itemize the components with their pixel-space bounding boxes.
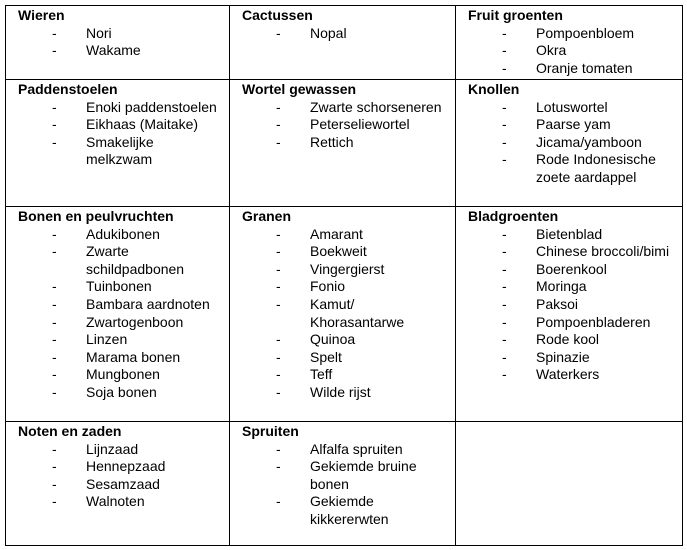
list-item: - Paarse yam [468,116,676,134]
item-list [18,99,223,169]
category-title: Knollen [468,81,520,97]
list-item: - Gekiemde bruine bonen [242,458,449,493]
item-list [242,441,449,529]
list-item: - Rettich [242,134,449,152]
category-title: Granen [242,208,292,224]
category-title: Bladgroenten [468,208,559,224]
item-list [242,226,449,402]
item-list [18,226,223,402]
list-item: - Hennepzaad [18,458,223,476]
table-row [6,6,683,80]
food-category-table [5,5,683,546]
list-item: - Kamut/ Khorasantarwe [242,296,449,331]
list-item: - Tuinbonen [18,278,223,296]
category-title: Wortel gewassen [242,81,357,97]
list-item: - Pompoenbloem [468,25,676,43]
category-cell [230,207,456,422]
category-cell [6,80,230,207]
list-item: - Bambara aardnoten [18,296,223,314]
list-item: - Vingergierst [242,261,449,279]
category-cell [456,6,683,80]
list-item: - Rode kool [468,331,676,349]
list-item: - Lijnzaad [18,441,223,459]
category-title: Wieren [18,7,65,23]
category-cell [456,207,683,422]
category-cell [230,80,456,207]
list-item: - Pompoenbladeren [468,314,676,332]
list-item: - Nopal [242,25,449,43]
list-item: - Zwartogenboon [18,314,223,332]
list-item: - Zwarte schorseneren [242,99,449,117]
list-item: - Quinoa [242,331,449,349]
list-item: - Boerenkool [468,261,676,279]
list-item: - Spinazie [468,349,676,367]
list-item: - Jicama/yamboon [468,134,676,152]
category-cell [6,6,230,80]
list-item: - Adukibonen [18,226,223,244]
empty-cell [456,422,683,546]
table-row [6,80,683,207]
category-title: Cactussen [242,7,313,23]
category-title: Paddenstoelen [18,81,118,97]
list-item: - Rode Indonesische zoete aardappel [468,151,676,186]
list-item: - Smakelijke melkzwam [18,134,223,169]
list-item: - Alfalfa spruiten [242,441,449,459]
list-item: - Sesamzaad [18,476,223,494]
list-item: - Peterseliewortel [242,116,449,134]
category-cell [230,6,456,80]
list-item: - Waterkers [468,366,676,384]
list-item: - Lotuswortel [468,99,676,117]
category-title: Fruit groenten [468,7,563,23]
list-item: - Chinese broccoli/bimi [468,243,676,261]
table-row [6,207,683,422]
list-item: - Marama bonen [18,349,223,367]
list-item: - Okra [468,42,676,60]
list-item: - Nori [18,25,223,43]
item-list [18,441,223,511]
item-list [18,25,223,60]
item-list [468,226,676,384]
list-item: - Bietenblad [468,226,676,244]
list-item: - Boekweit [242,243,449,261]
list-item: - Soja bonen [18,384,223,402]
table-row [6,422,683,546]
list-item: - Spelt [242,349,449,367]
item-list [242,25,449,43]
list-item: - Gekiemde kikkererwten [242,493,449,528]
list-item: - Moringa [468,278,676,296]
list-item: - Eikhaas (Maitake) [18,116,223,134]
item-list [468,25,676,78]
category-title: Spruiten [242,423,299,439]
list-item: - Walnoten [18,493,223,511]
list-item: - Zwarte schildpadbonen [18,243,223,278]
item-list [242,99,449,152]
category-title: Noten en zaden [18,423,122,439]
list-item: - Wakame [18,42,223,60]
list-item: - Enoki paddenstoelen [18,99,223,117]
item-list [468,99,676,187]
category-title: Bonen en peulvruchten [18,208,174,224]
category-cell [6,422,230,546]
list-item: - Linzen [18,331,223,349]
list-item: - Oranje tomaten [468,60,676,78]
list-item: - Teff [242,366,449,384]
category-cell [230,422,456,546]
list-item: - Wilde rijst [242,384,449,402]
list-item: - Paksoi [468,296,676,314]
list-item: - Amarant [242,226,449,244]
category-cell [456,80,683,207]
list-item: - Fonio [242,278,449,296]
list-item: - Mungbonen [18,366,223,384]
category-cell [6,207,230,422]
